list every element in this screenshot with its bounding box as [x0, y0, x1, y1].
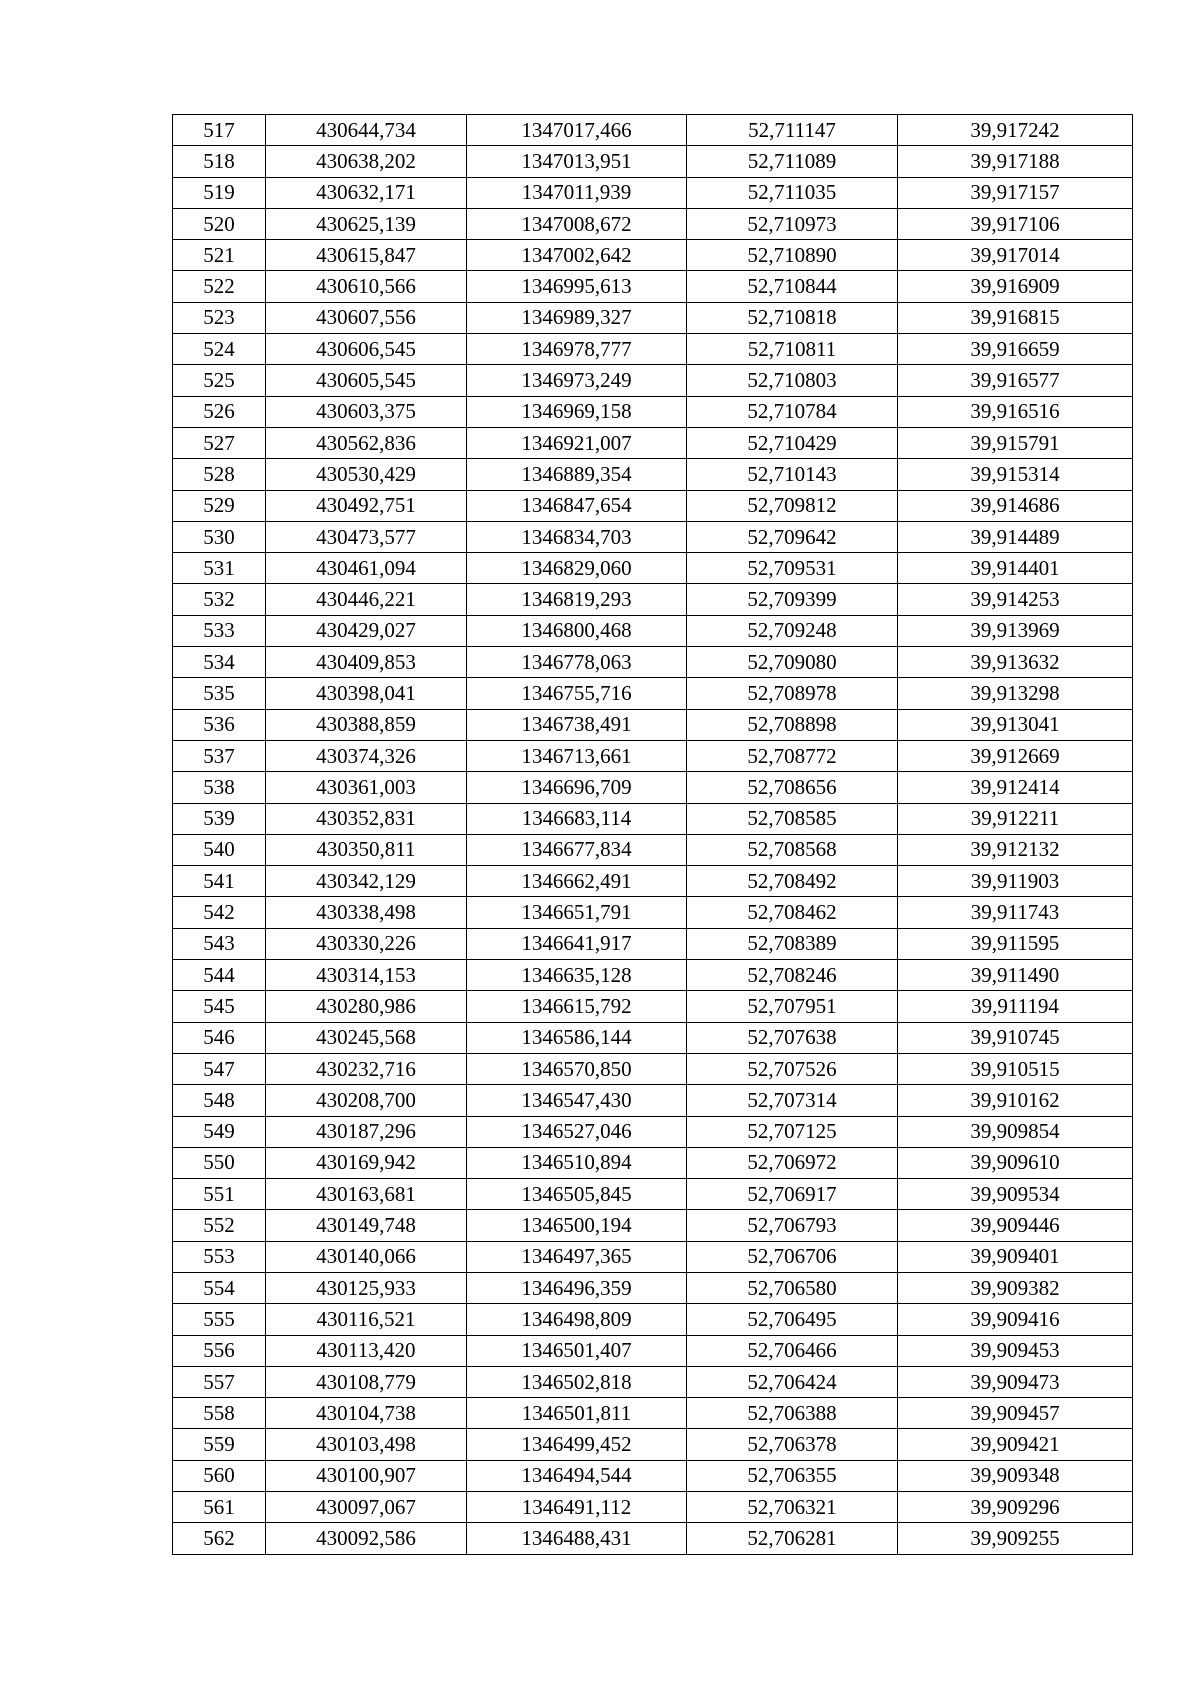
y-coordinate-cell: 1346500,194 [467, 1210, 687, 1241]
latitude-cell: 52,710973 [687, 208, 898, 239]
table-row [173, 1147, 1133, 1178]
x-coordinate-cell: 430615,847 [266, 240, 467, 271]
y-coordinate-cell: 1346778,063 [467, 647, 687, 678]
table-row [173, 1460, 1133, 1491]
point-number-cell: 539 [173, 803, 266, 834]
longitude-cell: 39,911194 [898, 991, 1133, 1022]
longitude-cell: 39,917106 [898, 208, 1133, 239]
longitude-cell: 39,909401 [898, 1241, 1133, 1272]
point-number-cell: 556 [173, 1335, 266, 1366]
longitude-cell: 39,914686 [898, 490, 1133, 521]
table-row [173, 1085, 1133, 1116]
table-row [173, 928, 1133, 959]
x-coordinate-cell: 430163,681 [266, 1179, 467, 1210]
point-number-cell: 545 [173, 991, 266, 1022]
longitude-cell: 39,917188 [898, 146, 1133, 177]
point-number-cell: 535 [173, 678, 266, 709]
longitude-cell: 39,910162 [898, 1085, 1133, 1116]
latitude-cell: 52,710784 [687, 396, 898, 427]
table-row [173, 1116, 1133, 1147]
longitude-cell: 39,911490 [898, 960, 1133, 991]
latitude-cell: 52,708462 [687, 897, 898, 928]
longitude-cell: 39,911595 [898, 928, 1133, 959]
table-row [173, 866, 1133, 897]
x-coordinate-cell: 430446,221 [266, 584, 467, 615]
y-coordinate-cell: 1346491,112 [467, 1492, 687, 1523]
y-coordinate-cell: 1346615,792 [467, 991, 687, 1022]
y-coordinate-cell: 1346547,430 [467, 1085, 687, 1116]
latitude-cell: 52,711035 [687, 177, 898, 208]
x-coordinate-cell: 430610,566 [266, 271, 467, 302]
latitude-cell: 52,706972 [687, 1147, 898, 1178]
longitude-cell: 39,913969 [898, 615, 1133, 646]
coordinates-table [172, 114, 1133, 1555]
latitude-cell: 52,710890 [687, 240, 898, 271]
x-coordinate-cell: 430388,859 [266, 709, 467, 740]
latitude-cell: 52,706281 [687, 1523, 898, 1554]
y-coordinate-cell: 1346921,007 [467, 427, 687, 458]
longitude-cell: 39,909348 [898, 1460, 1133, 1491]
latitude-cell: 52,706706 [687, 1241, 898, 1272]
y-coordinate-cell: 1346696,709 [467, 772, 687, 803]
x-coordinate-cell: 430149,748 [266, 1210, 467, 1241]
latitude-cell: 52,710143 [687, 459, 898, 490]
longitude-cell: 39,912669 [898, 740, 1133, 771]
longitude-cell: 39,913041 [898, 709, 1133, 740]
table-row [173, 740, 1133, 771]
longitude-cell: 39,915791 [898, 427, 1133, 458]
point-number-cell: 555 [173, 1304, 266, 1335]
latitude-cell: 52,708585 [687, 803, 898, 834]
point-number-cell: 543 [173, 928, 266, 959]
latitude-cell: 52,707638 [687, 1022, 898, 1053]
x-coordinate-cell: 430330,226 [266, 928, 467, 959]
x-coordinate-cell: 430409,853 [266, 647, 467, 678]
y-coordinate-cell: 1346527,046 [467, 1116, 687, 1147]
point-number-cell: 546 [173, 1022, 266, 1053]
latitude-cell: 52,709531 [687, 553, 898, 584]
latitude-cell: 52,710429 [687, 427, 898, 458]
x-coordinate-cell: 430140,066 [266, 1241, 467, 1272]
x-coordinate-cell: 430116,521 [266, 1304, 467, 1335]
longitude-cell: 39,916516 [898, 396, 1133, 427]
point-number-cell: 544 [173, 960, 266, 991]
y-coordinate-cell: 1346677,834 [467, 834, 687, 865]
x-coordinate-cell: 430232,716 [266, 1053, 467, 1084]
y-coordinate-cell: 1346494,544 [467, 1460, 687, 1491]
y-coordinate-cell: 1346662,491 [467, 866, 687, 897]
point-number-cell: 518 [173, 146, 266, 177]
longitude-cell: 39,913632 [898, 647, 1133, 678]
latitude-cell: 52,706466 [687, 1335, 898, 1366]
x-coordinate-cell: 430606,545 [266, 334, 467, 365]
longitude-cell: 39,914253 [898, 584, 1133, 615]
latitude-cell: 52,707526 [687, 1053, 898, 1084]
table-row [173, 302, 1133, 333]
x-coordinate-cell: 430638,202 [266, 146, 467, 177]
point-number-cell: 557 [173, 1366, 266, 1397]
x-coordinate-cell: 430644,734 [266, 115, 467, 146]
y-coordinate-cell: 1346847,654 [467, 490, 687, 521]
y-coordinate-cell: 1346969,158 [467, 396, 687, 427]
point-number-cell: 531 [173, 553, 266, 584]
point-number-cell: 525 [173, 365, 266, 396]
point-number-cell: 532 [173, 584, 266, 615]
table-row [173, 615, 1133, 646]
longitude-cell: 39,914401 [898, 553, 1133, 584]
longitude-cell: 39,909296 [898, 1492, 1133, 1523]
point-number-cell: 534 [173, 647, 266, 678]
x-coordinate-cell: 430607,556 [266, 302, 467, 333]
table-row [173, 115, 1133, 146]
point-number-cell: 522 [173, 271, 266, 302]
table-row [173, 521, 1133, 552]
x-coordinate-cell: 430492,751 [266, 490, 467, 521]
table-row [173, 1492, 1133, 1523]
table-row [173, 709, 1133, 740]
y-coordinate-cell: 1346819,293 [467, 584, 687, 615]
y-coordinate-cell: 1346713,661 [467, 740, 687, 771]
y-coordinate-cell: 1346641,917 [467, 928, 687, 959]
point-number-cell: 524 [173, 334, 266, 365]
latitude-cell: 52,707314 [687, 1085, 898, 1116]
y-coordinate-cell: 1346635,128 [467, 960, 687, 991]
latitude-cell: 52,706321 [687, 1492, 898, 1523]
longitude-cell: 39,912132 [898, 834, 1133, 865]
point-number-cell: 551 [173, 1179, 266, 1210]
y-coordinate-cell: 1346496,359 [467, 1272, 687, 1303]
table-row [173, 365, 1133, 396]
coordinates-table-body [173, 115, 1133, 1555]
latitude-cell: 52,708978 [687, 678, 898, 709]
longitude-cell: 39,912414 [898, 772, 1133, 803]
y-coordinate-cell: 1347002,642 [467, 240, 687, 271]
x-coordinate-cell: 430187,296 [266, 1116, 467, 1147]
point-number-cell: 520 [173, 208, 266, 239]
x-coordinate-cell: 430338,498 [266, 897, 467, 928]
y-coordinate-cell: 1346651,791 [467, 897, 687, 928]
point-number-cell: 548 [173, 1085, 266, 1116]
latitude-cell: 52,708389 [687, 928, 898, 959]
longitude-cell: 39,909453 [898, 1335, 1133, 1366]
latitude-cell: 52,709248 [687, 615, 898, 646]
point-number-cell: 547 [173, 1053, 266, 1084]
table-row [173, 177, 1133, 208]
x-coordinate-cell: 430208,700 [266, 1085, 467, 1116]
longitude-cell: 39,916909 [898, 271, 1133, 302]
latitude-cell: 52,706917 [687, 1179, 898, 1210]
table-row [173, 1398, 1133, 1429]
latitude-cell: 52,707951 [687, 991, 898, 1022]
longitude-cell: 39,911903 [898, 866, 1133, 897]
latitude-cell: 52,709080 [687, 647, 898, 678]
y-coordinate-cell: 1346738,491 [467, 709, 687, 740]
table-row [173, 834, 1133, 865]
y-coordinate-cell: 1346501,407 [467, 1335, 687, 1366]
point-number-cell: 538 [173, 772, 266, 803]
latitude-cell: 52,706378 [687, 1429, 898, 1460]
longitude-cell: 39,909457 [898, 1398, 1133, 1429]
x-coordinate-cell: 430361,003 [266, 772, 467, 803]
table-row [173, 772, 1133, 803]
longitude-cell: 39,910515 [898, 1053, 1133, 1084]
point-number-cell: 542 [173, 897, 266, 928]
x-coordinate-cell: 430125,933 [266, 1272, 467, 1303]
longitude-cell: 39,909421 [898, 1429, 1133, 1460]
longitude-cell: 39,916577 [898, 365, 1133, 396]
x-coordinate-cell: 430108,779 [266, 1366, 467, 1397]
latitude-cell: 52,708246 [687, 960, 898, 991]
table-row [173, 334, 1133, 365]
table-row [173, 553, 1133, 584]
table-row [173, 146, 1133, 177]
latitude-cell: 52,706495 [687, 1304, 898, 1335]
longitude-cell: 39,909446 [898, 1210, 1133, 1241]
point-number-cell: 540 [173, 834, 266, 865]
x-coordinate-cell: 430603,375 [266, 396, 467, 427]
latitude-cell: 52,710803 [687, 365, 898, 396]
y-coordinate-cell: 1346995,613 [467, 271, 687, 302]
longitude-cell: 39,917157 [898, 177, 1133, 208]
point-number-cell: 529 [173, 490, 266, 521]
table-row [173, 803, 1133, 834]
x-coordinate-cell: 430352,831 [266, 803, 467, 834]
point-number-cell: 541 [173, 866, 266, 897]
longitude-cell: 39,912211 [898, 803, 1133, 834]
y-coordinate-cell: 1347008,672 [467, 208, 687, 239]
y-coordinate-cell: 1346834,703 [467, 521, 687, 552]
latitude-cell: 52,706793 [687, 1210, 898, 1241]
y-coordinate-cell: 1346499,452 [467, 1429, 687, 1460]
longitude-cell: 39,917242 [898, 115, 1133, 146]
point-number-cell: 537 [173, 740, 266, 771]
x-coordinate-cell: 430097,067 [266, 1492, 467, 1523]
y-coordinate-cell: 1346586,144 [467, 1022, 687, 1053]
table-row [173, 1366, 1133, 1397]
point-number-cell: 558 [173, 1398, 266, 1429]
x-coordinate-cell: 430342,129 [266, 866, 467, 897]
y-coordinate-cell: 1346683,114 [467, 803, 687, 834]
x-coordinate-cell: 430605,545 [266, 365, 467, 396]
latitude-cell: 52,708656 [687, 772, 898, 803]
longitude-cell: 39,909534 [898, 1179, 1133, 1210]
table-row [173, 1429, 1133, 1460]
table-row [173, 1523, 1133, 1554]
table-row [173, 427, 1133, 458]
y-coordinate-cell: 1346973,249 [467, 365, 687, 396]
point-number-cell: 528 [173, 459, 266, 490]
table-row [173, 584, 1133, 615]
point-number-cell: 562 [173, 1523, 266, 1554]
longitude-cell: 39,909416 [898, 1304, 1133, 1335]
table-row [173, 1210, 1133, 1241]
x-coordinate-cell: 430350,811 [266, 834, 467, 865]
y-coordinate-cell: 1347011,939 [467, 177, 687, 208]
y-coordinate-cell: 1346510,894 [467, 1147, 687, 1178]
latitude-cell: 52,711089 [687, 146, 898, 177]
table-row [173, 459, 1133, 490]
point-number-cell: 553 [173, 1241, 266, 1272]
longitude-cell: 39,917014 [898, 240, 1133, 271]
latitude-cell: 52,709642 [687, 521, 898, 552]
latitude-cell: 52,706388 [687, 1398, 898, 1429]
latitude-cell: 52,706424 [687, 1366, 898, 1397]
y-coordinate-cell: 1346570,850 [467, 1053, 687, 1084]
x-coordinate-cell: 430429,027 [266, 615, 467, 646]
table-row [173, 208, 1133, 239]
table-row [173, 1179, 1133, 1210]
table-row [173, 1304, 1133, 1335]
x-coordinate-cell: 430280,986 [266, 991, 467, 1022]
point-number-cell: 530 [173, 521, 266, 552]
y-coordinate-cell: 1346498,809 [467, 1304, 687, 1335]
point-number-cell: 523 [173, 302, 266, 333]
x-coordinate-cell: 430113,420 [266, 1335, 467, 1366]
y-coordinate-cell: 1346488,431 [467, 1523, 687, 1554]
point-number-cell: 527 [173, 427, 266, 458]
y-coordinate-cell: 1346829,060 [467, 553, 687, 584]
longitude-cell: 39,909255 [898, 1523, 1133, 1554]
longitude-cell: 39,909610 [898, 1147, 1133, 1178]
longitude-cell: 39,909382 [898, 1272, 1133, 1303]
x-coordinate-cell: 430103,498 [266, 1429, 467, 1460]
y-coordinate-cell: 1346989,327 [467, 302, 687, 333]
table-row [173, 991, 1133, 1022]
point-number-cell: 521 [173, 240, 266, 271]
table-row [173, 678, 1133, 709]
table-row [173, 490, 1133, 521]
point-number-cell: 559 [173, 1429, 266, 1460]
y-coordinate-cell: 1346978,777 [467, 334, 687, 365]
latitude-cell: 52,707125 [687, 1116, 898, 1147]
latitude-cell: 52,708568 [687, 834, 898, 865]
point-number-cell: 554 [173, 1272, 266, 1303]
x-coordinate-cell: 430625,139 [266, 208, 467, 239]
latitude-cell: 52,709812 [687, 490, 898, 521]
table-row [173, 1272, 1133, 1303]
point-number-cell: 526 [173, 396, 266, 427]
x-coordinate-cell: 430245,568 [266, 1022, 467, 1053]
longitude-cell: 39,909854 [898, 1116, 1133, 1147]
longitude-cell: 39,916815 [898, 302, 1133, 333]
point-number-cell: 519 [173, 177, 266, 208]
x-coordinate-cell: 430632,171 [266, 177, 467, 208]
y-coordinate-cell: 1346755,716 [467, 678, 687, 709]
y-coordinate-cell: 1347017,466 [467, 115, 687, 146]
table-row [173, 1022, 1133, 1053]
latitude-cell: 52,710818 [687, 302, 898, 333]
latitude-cell: 52,706355 [687, 1460, 898, 1491]
table-row [173, 1241, 1133, 1272]
y-coordinate-cell: 1346800,468 [467, 615, 687, 646]
table-row [173, 960, 1133, 991]
table-row [173, 897, 1133, 928]
point-number-cell: 561 [173, 1492, 266, 1523]
x-coordinate-cell: 430530,429 [266, 459, 467, 490]
longitude-cell: 39,910745 [898, 1022, 1133, 1053]
longitude-cell: 39,913298 [898, 678, 1133, 709]
point-number-cell: 552 [173, 1210, 266, 1241]
longitude-cell: 39,915314 [898, 459, 1133, 490]
longitude-cell: 39,911743 [898, 897, 1133, 928]
latitude-cell: 52,708898 [687, 709, 898, 740]
table-row [173, 396, 1133, 427]
y-coordinate-cell: 1346497,365 [467, 1241, 687, 1272]
latitude-cell: 52,710811 [687, 334, 898, 365]
table-row [173, 1053, 1133, 1084]
point-number-cell: 560 [173, 1460, 266, 1491]
x-coordinate-cell: 430461,094 [266, 553, 467, 584]
y-coordinate-cell: 1346501,811 [467, 1398, 687, 1429]
latitude-cell: 52,710844 [687, 271, 898, 302]
point-number-cell: 536 [173, 709, 266, 740]
latitude-cell: 52,708492 [687, 866, 898, 897]
x-coordinate-cell: 430314,153 [266, 960, 467, 991]
table-row [173, 271, 1133, 302]
x-coordinate-cell: 430473,577 [266, 521, 467, 552]
longitude-cell: 39,916659 [898, 334, 1133, 365]
latitude-cell: 52,709399 [687, 584, 898, 615]
longitude-cell: 39,914489 [898, 521, 1133, 552]
x-coordinate-cell: 430100,907 [266, 1460, 467, 1491]
longitude-cell: 39,909473 [898, 1366, 1133, 1397]
x-coordinate-cell: 430398,041 [266, 678, 467, 709]
x-coordinate-cell: 430104,738 [266, 1398, 467, 1429]
point-number-cell: 517 [173, 115, 266, 146]
x-coordinate-cell: 430562,836 [266, 427, 467, 458]
x-coordinate-cell: 430169,942 [266, 1147, 467, 1178]
point-number-cell: 549 [173, 1116, 266, 1147]
table-row [173, 647, 1133, 678]
latitude-cell: 52,706580 [687, 1272, 898, 1303]
latitude-cell: 52,708772 [687, 740, 898, 771]
table-row [173, 240, 1133, 271]
table-row [173, 1335, 1133, 1366]
y-coordinate-cell: 1346889,354 [467, 459, 687, 490]
y-coordinate-cell: 1346505,845 [467, 1179, 687, 1210]
point-number-cell: 533 [173, 615, 266, 646]
y-coordinate-cell: 1347013,951 [467, 146, 687, 177]
x-coordinate-cell: 430092,586 [266, 1523, 467, 1554]
latitude-cell: 52,711147 [687, 115, 898, 146]
y-coordinate-cell: 1346502,818 [467, 1366, 687, 1397]
point-number-cell: 550 [173, 1147, 266, 1178]
x-coordinate-cell: 430374,326 [266, 740, 467, 771]
